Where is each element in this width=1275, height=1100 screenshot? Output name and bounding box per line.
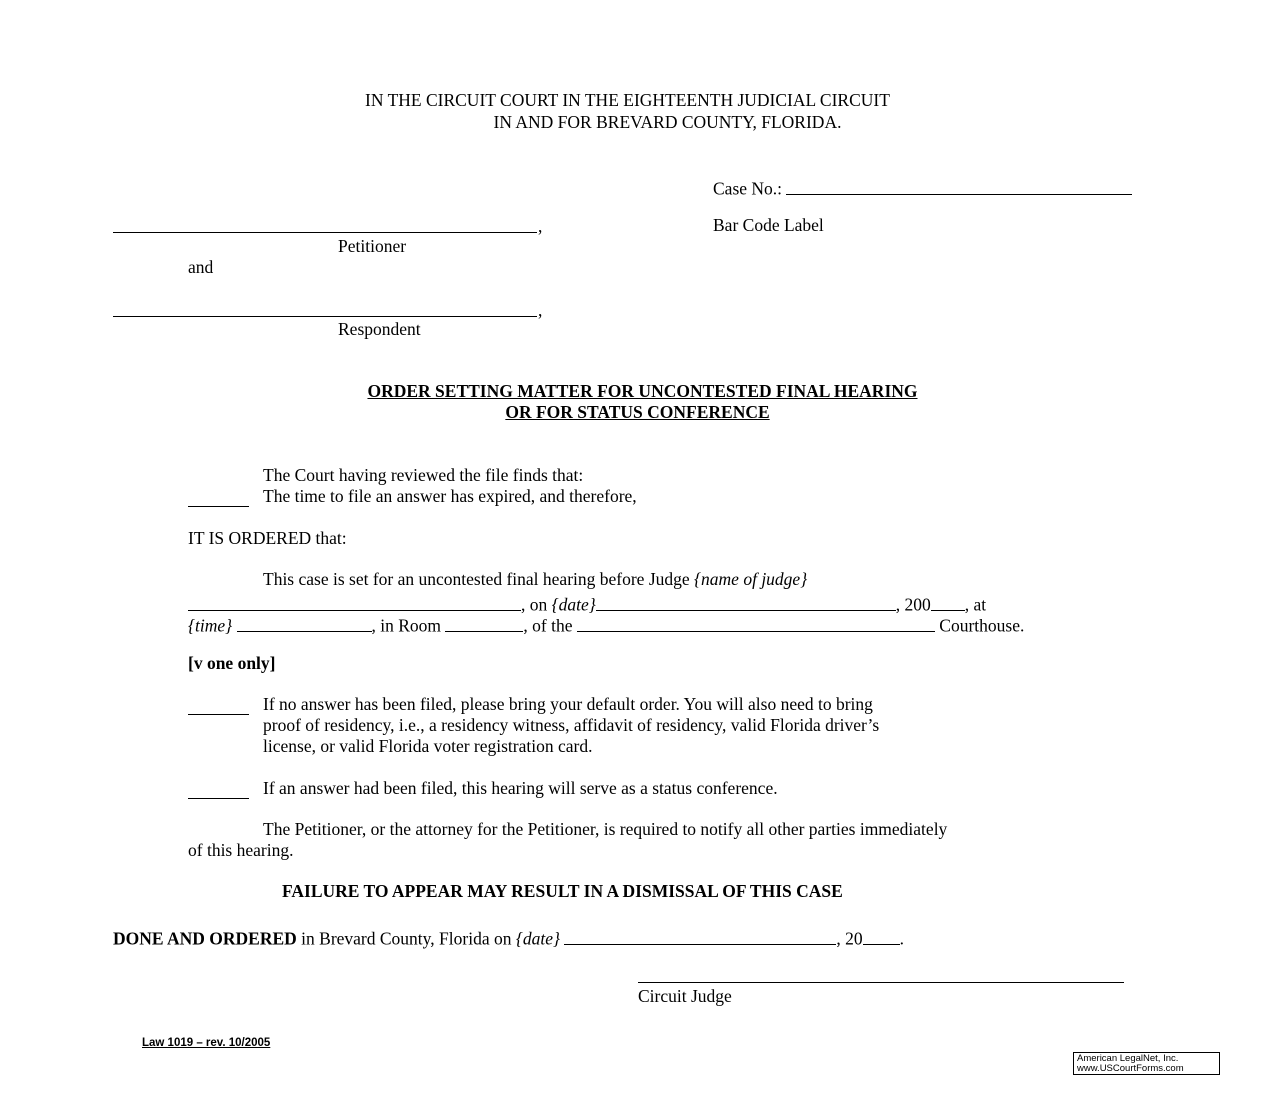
judge-signature-line[interactable]	[638, 982, 1124, 983]
findings-intro: The Court having reviewed the file finds that:	[263, 465, 584, 485]
courthouse-name-field[interactable]	[577, 613, 935, 632]
done-and-ordered-line	[113, 926, 904, 948]
option-1-checkbox[interactable]	[188, 696, 249, 715]
done-year-text: , 20	[836, 928, 863, 949]
petitioner-label: Petitioner	[338, 236, 407, 256]
failure-to-appear-warning: FAILURE TO APPEAR MAY RESULT IN A DISMISSAL OF THIS CASE	[282, 881, 843, 901]
notice-line-2: of this hearing.	[188, 840, 294, 860]
bar-code-label: Bar Code Label	[713, 215, 824, 235]
petitioner-comma: ,	[538, 216, 543, 236]
in-room-text: , in Room	[371, 615, 442, 636]
petitioner-name-field[interactable]	[113, 232, 537, 233]
hearing-time-field[interactable]	[237, 613, 372, 632]
judge-name-placeholder: {name of judge}	[694, 569, 808, 589]
order-title-line-1: ORDER SETTING MATTER FOR UNCONTESTED FINAL HEARING	[367, 381, 918, 401]
option-1-line-3: license, or valid Florida voter registration card.	[263, 736, 593, 756]
legalnet-stamp	[1073, 1052, 1220, 1075]
of-the-text: , of the	[523, 615, 573, 636]
respondent-comma: ,	[538, 300, 543, 320]
done-ordered-bold: DONE AND ORDERED	[113, 928, 297, 949]
case-number-field[interactable]	[786, 176, 1132, 195]
legalnet-url: www.USCourtForms.com	[1077, 1063, 1184, 1074]
room-number-field[interactable]	[445, 613, 523, 632]
option-1-line-2: proof of residency, i.e., a residency witness, affidavit of residency, valid Florida driver’s	[263, 715, 880, 735]
courthouse-text: Courthouse.	[939, 615, 1025, 636]
done-date-field[interactable]	[564, 926, 836, 945]
order-title-line-2: OR FOR STATUS CONFERENCE	[505, 402, 770, 422]
done-date-placeholder: {date}	[515, 928, 560, 949]
finding-1-checkbox[interactable]	[188, 488, 249, 507]
at-text: , at	[964, 594, 987, 615]
hearing-time-placeholder: {time}	[188, 615, 233, 636]
judge-name-field[interactable]	[188, 592, 521, 611]
court-county	[0, 114, 1275, 132]
hearing-date-field[interactable]	[596, 592, 896, 611]
case-number-row	[713, 176, 1132, 198]
hearing-line-2	[188, 592, 986, 614]
done-year-field[interactable]	[863, 926, 900, 945]
hearing-date-placeholder: {date}	[551, 594, 596, 615]
hearing-line-1	[263, 571, 807, 589]
court-line-1: IN THE CIRCUIT COURT IN THE EIGHTEENTH JUDICIAL CIRCUIT	[365, 90, 890, 110]
and-label: and	[188, 257, 214, 277]
on-text: , on	[521, 594, 548, 615]
respondent-name-field[interactable]	[113, 316, 537, 317]
circuit-judge-label: Circuit Judge	[638, 986, 732, 1006]
option-2-checkbox[interactable]	[188, 780, 249, 799]
hearing-text: This case is set for an uncontested final hearing before Judge	[263, 569, 690, 589]
option-1-line-1: If no answer has been filed, please bring your default order. You will also need to bring	[263, 694, 873, 714]
ordered-heading: IT IS ORDERED that:	[188, 528, 347, 548]
court-line-2: IN AND FOR BREVARD COUNTY, FLORIDA.	[493, 112, 842, 132]
option-2-text: If an answer had been filed, this hearing will serve as a status conference.	[263, 778, 778, 798]
court-name	[0, 92, 1275, 110]
hearing-year-field[interactable]	[931, 592, 965, 611]
done-period: .	[899, 928, 904, 949]
hearing-line-3	[188, 613, 1024, 635]
finding-1-text: The time to file an answer has expired, and therefore,	[263, 486, 637, 506]
case-no-label: Case No.:	[713, 178, 783, 199]
notice-line-1: The Petitioner, or the attorney for the Petitioner, is required to notify all other parties immediately	[263, 819, 948, 839]
respondent-label: Respondent	[338, 319, 421, 339]
options-heading: [v one only]	[188, 653, 276, 673]
legalnet-name: American LegalNet, Inc.	[1077, 1053, 1179, 1064]
form-id: Law 1019 – rev. 10/2005	[142, 1037, 271, 1049]
done-ordered-text: in Brevard County, Florida on	[301, 928, 512, 949]
year-text: , 200	[895, 594, 931, 615]
